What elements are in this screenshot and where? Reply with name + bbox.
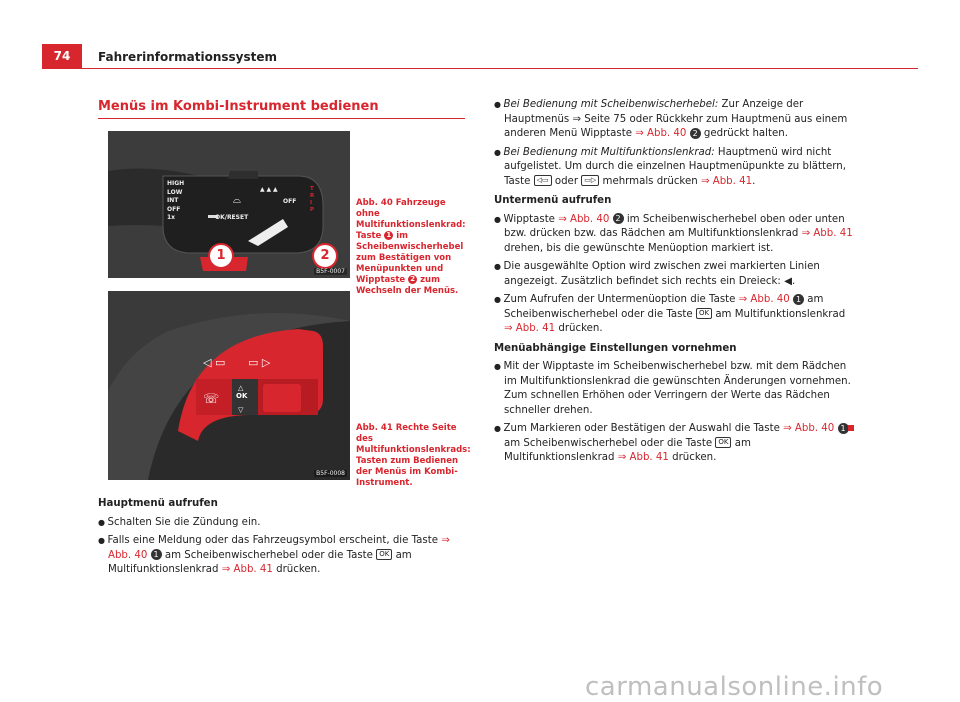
list-item: [98, 516, 468, 531]
text: drücken.: [276, 564, 321, 575]
label-low: LOW: [167, 188, 183, 196]
text: Zum Markieren oder Bestätigen der Auswahl die Taste: [503, 423, 780, 434]
triangle-icon: ◀: [784, 275, 792, 287]
page-title: Menüs im Kombi-Instrument bedienen: [98, 99, 379, 114]
label-high: HIGH: [167, 180, 185, 187]
wiper-labels: [167, 180, 184, 223]
figure-link[interactable]: ⇒ Abb. 41: [221, 564, 273, 575]
text: am Scheibenwischerhebel oder die Taste: [504, 294, 824, 320]
section-title: Fahrerinformationssystem: [98, 50, 278, 64]
text: am Scheibenwischerhebel oder die Taste: [504, 437, 713, 449]
text: im Scheibenwischerhebel oben oder unten bzw. drücken bzw. das Rädchen am Multifunktionslenkrad: [504, 213, 845, 239]
label-int: INT: [167, 197, 179, 204]
text: mehrmals drücken: [602, 175, 698, 187]
list-item: [494, 360, 854, 418]
figure-40-image: [108, 131, 350, 278]
svg-text:☏: ☏: [203, 392, 220, 407]
list-item: [494, 293, 854, 337]
text: Zum Aufrufen der Untermenüoption die Taste: [503, 294, 736, 305]
label-trip: TRIP: [310, 186, 315, 213]
caption-text: zum Wechseln der Menüs.: [356, 275, 459, 296]
label-off2: OFF: [283, 198, 297, 205]
text: drehen, bis die gewünschte Menüoption markiert ist.: [504, 242, 774, 254]
text: Wipptaste: [503, 213, 555, 225]
text: oder: [554, 175, 579, 187]
callout-2: 2: [312, 243, 338, 269]
figure-link[interactable]: ⇒ Abb. 41: [700, 175, 753, 187]
text: am Multifunktionslenkrad: [715, 308, 846, 320]
figure-41-image: [108, 291, 350, 480]
figure-41-caption: [356, 423, 471, 489]
caption-text: Fahrzeuge ohne Multifunktionslenkrad: Taste: [356, 198, 466, 241]
figure-link[interactable]: ⇒ Abb. 40: [635, 128, 687, 139]
caption-text: im Scheibenwischerhebel zum Bestätigen von Menüpunkten und Wipptaste: [356, 231, 464, 285]
svg-text:◁ ▭: ◁ ▭: [203, 356, 226, 369]
svg-text:▭ ▷: ▭ ▷: [248, 356, 271, 369]
list-item: [98, 534, 468, 578]
figure-link[interactable]: ⇒ Abb. 41: [617, 452, 669, 463]
label-ok: OK: [236, 392, 248, 400]
heading-untermenue: Untermenü aufrufen: [494, 195, 612, 206]
text: .: [791, 275, 796, 287]
watermark: carmanualsonline.info: [585, 672, 884, 702]
text: Hauptmenü wird nicht aufgelistet. Um durch die einzelnen Hauptmenüpunkte zu blättern, Taste: [504, 146, 846, 187]
label-off: OFF: [167, 205, 181, 213]
list-item: [494, 260, 854, 289]
figure-link[interactable]: ⇒ Abb. 40: [558, 213, 610, 225]
text: Bei Bedienung mit Multifunktionslenkrad:: [503, 146, 715, 158]
text: Schalten Sie die Zündung ein.: [107, 516, 261, 528]
text: Mit der Wipptaste im Scheibenwischerhebel bzw. mit dem Rädchen im Multifunktionslenkrad die gewünschten Änderungen vornehmen. Zum schnellen Erhöhen oder Verringern der Werte das Rädchen schneller drehen.: [503, 361, 851, 416]
text: gedrückt halten.: [703, 128, 788, 139]
heading-hauptmenue: Hauptmenü aufrufen: [98, 498, 218, 509]
next-menu-key-icon: ▭▷: [581, 175, 599, 186]
number-badge: 2: [613, 213, 624, 224]
figure-link[interactable]: ⇒ Abb. 41: [504, 323, 556, 334]
number-badge: 1: [151, 549, 162, 560]
figure-link[interactable]: ⇒ Abb. 40: [738, 294, 790, 305]
caption-label: Abb. 40: [356, 198, 393, 208]
ok-key-icon: OK: [715, 437, 731, 448]
figure-code: B5F-0008: [316, 470, 345, 477]
caption-number: 1: [384, 231, 393, 240]
list-item: [494, 146, 854, 190]
figure-code: B5F-0007: [316, 268, 345, 275]
list-item: [494, 213, 854, 257]
text: Bei Bedienung mit Scheibenwischerhebel:: [503, 99, 719, 110]
text: drücken.: [672, 452, 717, 463]
section-end-marker: [848, 425, 854, 431]
caption-label: Abb. 41: [356, 423, 393, 433]
list-item: [494, 98, 854, 142]
text: Falls eine Meldung oder das Fahrzeugsymbol erscheint, die Taste: [107, 535, 438, 546]
figure-link[interactable]: ⇒ Abb. 40: [783, 423, 835, 434]
prev-menu-key-icon: ◁▭: [534, 175, 552, 186]
figure-link[interactable]: ⇒ Abb. 40: [108, 535, 450, 561]
number-badge: 1: [793, 294, 804, 305]
label-okreset: OK/RESET: [215, 214, 249, 221]
svg-text:⌓: ⌓: [233, 195, 241, 206]
header-rule: [42, 68, 918, 69]
caption-number: 2: [408, 275, 417, 284]
number-badge: 1: [838, 423, 849, 434]
text: am Scheibenwischerhebel oder die Taste: [164, 549, 373, 561]
page-number: 74: [42, 44, 82, 69]
heading-einstellungen: Menüabhängige Einstellungen vornehmen: [494, 342, 737, 354]
text: Zur Anzeige der Hauptmenüs ⇒ Seite 75 oder Rückkehr zum Hauptmenü aus einem anderen Menü Wipptaste: [504, 99, 848, 139]
number-badge: 2: [690, 128, 701, 139]
list-item: [494, 422, 854, 466]
caption-text: Rechte Seite des Multifunktionslenkrads: Tasten zum Bedienen der Menüs im Kombi-Instrument.: [356, 423, 471, 488]
text: drücken.: [558, 323, 603, 334]
text: am Multifunktionslenkrad: [108, 549, 412, 575]
ok-key-icon: OK: [696, 308, 712, 319]
ok-key-icon: OK: [376, 549, 392, 560]
svg-text:▽: ▽: [238, 406, 244, 414]
text: .: [752, 175, 756, 187]
figure-40-caption: [356, 198, 468, 297]
left-column: [98, 492, 468, 582]
text: Die ausgewählte Option wird zwischen zwei markierten Linien angezeigt. Zusätzlich befindet sich rechts ein Dreieck:: [503, 261, 820, 287]
title-rule: [98, 118, 465, 119]
label-1x: 1x: [167, 214, 176, 221]
callout-1: 1: [208, 243, 234, 269]
svg-text:△: △: [238, 384, 244, 392]
figure-link[interactable]: ⇒ Abb. 41: [801, 228, 853, 239]
svg-text:▲ ▲ ▲: ▲ ▲ ▲: [260, 186, 278, 193]
right-column: [494, 98, 854, 470]
text: am Multifunktionslenkrad: [504, 437, 751, 463]
